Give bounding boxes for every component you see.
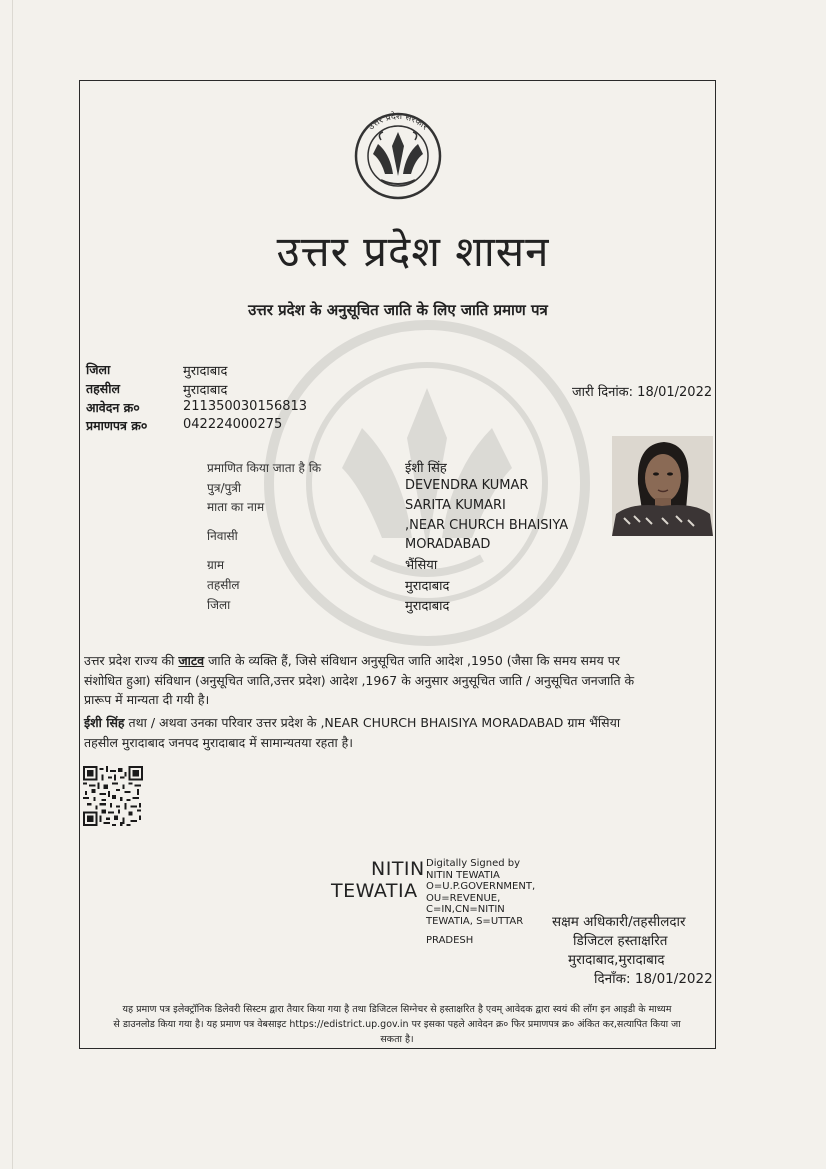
signature-detail-line: O=U.P.GOVERNMENT,	[426, 881, 536, 892]
application-number-value: 211350030156813	[183, 399, 308, 414]
qr-code	[83, 766, 143, 826]
mother-name: SARITA KUMARI	[405, 498, 506, 513]
residence-paragraph-line-1	[84, 713, 704, 733]
officer-place: मुरादाबाद,मुरादाबाद	[568, 952, 665, 968]
officer-digital-signed: डिजिटल हस्ताक्षरित	[573, 933, 668, 949]
caste-name: जाटव	[178, 653, 205, 668]
footer-note	[84, 1002, 710, 1047]
footer-line-3: सकता है।	[380, 1034, 414, 1045]
svg-text:उत्तर प्रदेश सरकार	[367, 110, 430, 133]
residence-paragraph-rest: तथा / अथवा उनका परिवार उत्तर प्रदेश के ,NEAR CHURCH BHAISIYA MORADABAD ग्राम भैंसिया	[128, 715, 621, 730]
tehsil-label: तहसील	[86, 381, 120, 396]
up-govt-emblem-icon	[347, 110, 449, 200]
resident-label: निवासी	[207, 529, 238, 543]
certificate-number-value: 042224000275	[183, 417, 283, 432]
detail-tehsil-value: मुरादाबाद	[405, 579, 450, 594]
holder-name: ईशी सिंह	[405, 461, 447, 476]
district-label: जिला	[86, 362, 111, 377]
footer-line-2: से डाउनलोड किया गया है। यह प्रमाण पत्र वेबसाइट https://edistrict.up.gov.in पर इसका पहले आवेदन क्र० फिर प्रमाणपत्र क्र० अंकित कर,सत्यापित किया जा	[113, 1019, 681, 1030]
signature-detail-line: NITIN TEWATIA	[426, 869, 500, 881]
signature-state: PRADESH	[426, 935, 474, 946]
detail-district-value: मुरादाबाद	[405, 599, 450, 614]
application-number-label: आवेदन क्र०	[86, 400, 140, 415]
signer-name-last: TEWATIA	[331, 880, 418, 902]
residence-holder-name: ईशी सिंह	[84, 715, 125, 730]
officer-title: सक्षम अधिकारी/तहसीलदार	[552, 914, 686, 930]
detail-district-label: जिला	[207, 598, 231, 612]
mother-name-label: माता का नाम	[207, 500, 265, 514]
parent-label: पुत्र/पुत्री	[207, 481, 242, 495]
village-label: ग्राम	[207, 558, 225, 572]
signature-detail-line: C=IN,CN=NITIN	[426, 904, 505, 915]
caste-paragraph-line-2: संशोधित हुआ) संविधान (अनुसूचित जाति,उत्तर प्रदेश) आदेश ,1967 के अनुसार अनुसूचित जाति / अनुसूचित जनजाति के	[84, 673, 635, 688]
signature-detail-line: OU=REVENUE,	[426, 892, 501, 904]
certified-label: प्रमाणित किया जाता है कि	[207, 461, 322, 475]
emblem-text: उत्तर प्रदेश सरकार	[366, 111, 430, 133]
signer-name-first: NITIN	[371, 858, 425, 880]
caste-paragraph-line-1	[84, 651, 704, 671]
signature-detail-line: TEWATIA, S=UTTAR	[426, 915, 524, 927]
residence-paragraph-line-2: तहसील मुरादाबाद जनपद मुरादाबाद में सामान्यतया रहता है।	[84, 735, 354, 750]
certificate-title: उत्तर प्रदेश शासन	[276, 227, 550, 276]
footer-line-1: यह प्रमाण पत्र इलेक्ट्रॉनिक डिलेवरी सिस्टम द्वारा तैयार किया गया है तथा डिजिटल सिग्नेचर से हस्ताक्षरित है एवम् आवेदक द्वारा स्वयं की लॉग इन आइडी के माध्यम	[122, 1004, 672, 1015]
tehsil-value: मुरादाबाद	[183, 383, 228, 398]
address-line-1: ,NEAR CHURCH BHAISIYA	[405, 518, 569, 533]
certificate-number-label: प्रमाणपत्र क्र०	[86, 418, 148, 433]
father-name: DEVENDRA KUMAR	[405, 478, 529, 493]
certificate-subtitle: उत्तर प्रदेश के अनुसूचित जाति के लिए जाति प्रमाण पत्र	[248, 301, 548, 319]
detail-tehsil-label: तहसील	[207, 578, 240, 592]
paper-fold-line	[12, 0, 13, 1169]
village-value: भैंसिया	[405, 558, 438, 573]
caste-paragraph-prefix: उत्तर प्रदेश राज्य की	[84, 653, 175, 668]
address-line-2: MORADABAD	[405, 537, 491, 552]
caste-paragraph-rest: जाति के व्यक्ति हैं, जिसे संविधान अनुसूचित जाति आदेश ,1950 (जैसा कि समय समय पर	[208, 653, 620, 668]
caste-paragraph-line-3: प्रारूप में मान्यता दी गयी है।	[84, 692, 210, 707]
issue-date: जारी दिनांक: 18/01/2022	[572, 385, 713, 400]
signature-detail-line: Digitally Signed by	[426, 858, 521, 869]
applicant-photo	[612, 436, 713, 536]
digital-signature-details	[426, 858, 546, 927]
officer-date: दिनाँक: 18/01/2022	[594, 971, 713, 987]
district-value: मुरादाबाद	[183, 364, 228, 379]
